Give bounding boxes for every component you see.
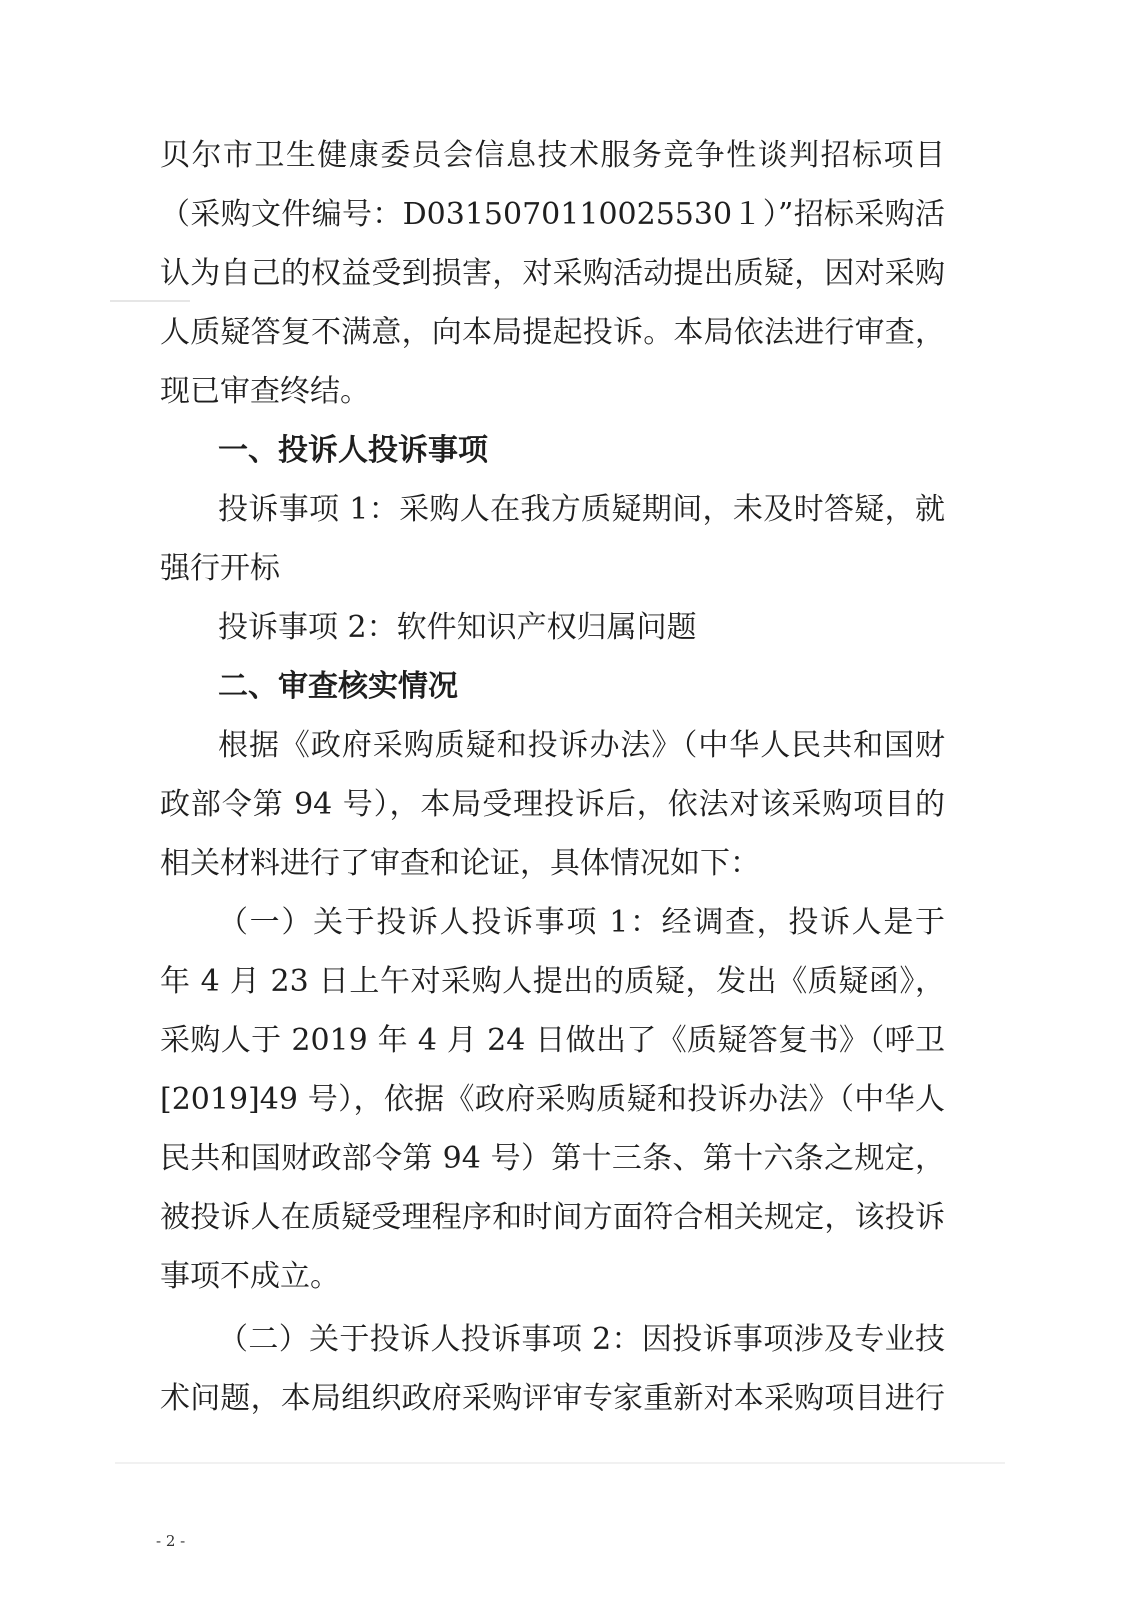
- section-heading-review-findings: 二、审查核实情况: [218, 669, 458, 704]
- page-number: - 2 -: [156, 1532, 186, 1550]
- finding-1-line: 事项不成立。: [160, 1259, 340, 1294]
- paragraph-line: 贝尔市卫生健康委员会信息技术服务竞争性谈判招标项目: [160, 138, 945, 173]
- paragraph-line: 人质疑答复不满意，向本局提起投诉。本局依法进行审查，: [160, 315, 945, 350]
- finding-1-line: 被投诉人在质疑受理程序和时间方面符合相关规定，该投诉: [160, 1200, 945, 1235]
- review-intro-line: 政部令第 94 号），本局受理投诉后，依法对该采购项目的: [160, 787, 945, 822]
- finding-1-line: （一）关于投诉人投诉事项 1：经调查，投诉人是于: [218, 905, 945, 940]
- finding-1-line: 采购人于 2019 年 4 月 24 日做出了《质疑答复书》（呼卫: [160, 1023, 945, 1058]
- section-heading-complaint-items: 一、投诉人投诉事项: [218, 433, 488, 468]
- complaint-item-1: 投诉事项 1：采购人在我方质疑期间，未及时答疑，就: [218, 492, 945, 527]
- finding-1-line: [2019]49 号），依据《政府采购质疑和投诉办法》（中华人: [160, 1082, 945, 1117]
- scan-artifact: [110, 300, 190, 302]
- scan-artifact: [115, 1462, 1005, 1464]
- review-intro-line: 根据《政府采购质疑和投诉办法》（中华人民共和国财: [218, 728, 945, 763]
- complaint-item-1-continuation: 强行开标: [160, 551, 280, 586]
- paragraph-line: 现已审查终结。: [160, 374, 370, 409]
- finding-1-line: 民共和国财政部令第 94 号）第十三条、第十六条之规定，: [160, 1141, 945, 1176]
- finding-1-line: 年 4 月 23 日上午对采购人提出的质疑，发出《质疑函》，: [160, 964, 945, 999]
- paragraph-line: （采购文件编号：D0315070110025530１）”招标采购活: [160, 197, 945, 232]
- review-intro-line: 相关材料进行了审查和论证，具体情况如下：: [160, 846, 760, 881]
- finding-2-line: （二）关于投诉人投诉事项 2：因投诉事项涉及专业技: [218, 1322, 945, 1357]
- complaint-item-2: 投诉事项 2：软件知识产权归属问题: [218, 610, 697, 645]
- paragraph-line: 认为自己的权益受到损害，对采购活动提出质疑，因对采购: [160, 256, 945, 291]
- finding-2-line: 术问题，本局组织政府采购评审专家重新对本采购项目进行: [160, 1381, 945, 1416]
